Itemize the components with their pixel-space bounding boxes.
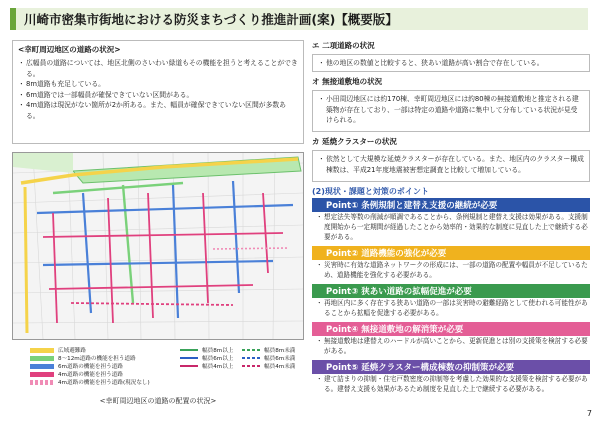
section-o-heading: オ 無接道敷地の状況	[312, 77, 383, 86]
list-item: ・ 8m道路も充足している。	[18, 79, 298, 90]
point-4-bar: Point④ 無接道敷地の解消策が必要	[312, 322, 590, 336]
legend-swatch	[180, 349, 198, 351]
list-item: ・ 他の地区の数値と比較すると、狭あい道路が高い割合で存在している。	[318, 58, 584, 69]
road-map	[12, 152, 304, 340]
point-3-bar: Point③ 狭あい道路の拡幅促進が必要	[312, 284, 590, 298]
legend-swatch	[242, 349, 260, 351]
section-o-box	[312, 90, 590, 132]
point-1-bar: Point① 条例規制と建替え支援の継続が必要	[312, 198, 590, 212]
legend-swatch	[242, 365, 260, 367]
point-2-bar: Point② 道路機能の強化が必要	[312, 246, 590, 260]
point-5-text: ・ 建て詰まりの抑制・住宅戸数密度の抑制等を考慮した効果的な支援策を検討する必要がある。建替え支援も効果があるため制度を見直した上で継続する必要がある。	[312, 375, 590, 395]
section-ka-heading: カ 延焼クラスターの状況	[312, 137, 397, 146]
list-item: ・ 4m道路は現況がない箇所が2か所ある。また、幅員が確保できていない区間が多数ある。	[18, 100, 298, 121]
section-ka-box	[312, 150, 590, 182]
legend-item: 幅員6m以上	[180, 354, 233, 362]
legend-swatch	[180, 365, 198, 367]
map-caption: <幸町周辺地区の道路の配置の状況>	[99, 397, 217, 405]
list-item: ・ 依然として大規模な延焼クラスターが存在している。また、地区内のクラスター構成棟数は、平成21年度地震被害想定調査と比較して増加している。	[318, 154, 584, 175]
list-item: ・ 広幅員の道路については、地区北側のさいわい緑道もその機能を担うと考えることができる。	[18, 58, 298, 79]
issues-heading: (2)現状・課題と対策のポイント	[312, 187, 429, 196]
list-item: ・ 6m道路では一部幅員が確保できていない区間がある。	[18, 90, 298, 101]
section-o	[312, 76, 590, 132]
legend-swatch	[30, 356, 54, 361]
page-number: 7	[586, 409, 592, 418]
road-status-heading: <幸町周辺地区の道路の状況>	[18, 45, 121, 54]
section-e-heading: エ 二項道路の状況	[312, 41, 375, 50]
legend-item: 幅員6m未満	[242, 354, 295, 362]
road-map-graphic	[13, 153, 303, 339]
title-bar	[10, 8, 588, 30]
right-column	[312, 40, 590, 410]
legend-swatch	[30, 348, 54, 353]
map-legend	[30, 346, 300, 392]
legend-item: 幅員8m以上	[180, 346, 233, 354]
road-status-box	[12, 40, 304, 144]
legend-swatch	[180, 357, 198, 359]
section-ka	[312, 136, 590, 182]
legend-item: 8～12m道路の機能を担う道路	[30, 354, 136, 362]
page-title: 川崎市密集市街地における防災まちづくり推進計画(案)【概要版】	[24, 12, 398, 27]
left-column	[12, 40, 304, 410]
point-3-text: ・ 再地区内に多く存在する狭あい道路の一部は災害時の避難経路として使われる可能性があることから拡幅を促進する必要がある。	[312, 299, 590, 319]
legend-item: 広域避難路	[30, 346, 86, 354]
point-4-text: ・ 無接道敷地は建替えのハードルが高いことから、更新促進とは別の支援策を検討する必要がある。	[312, 337, 590, 357]
legend-item: 4m道路の機能を担う道路	[30, 370, 123, 378]
legend-swatch	[30, 380, 54, 385]
road-status-list	[18, 58, 298, 121]
section-e	[312, 40, 590, 72]
legend-item: 幅員8m未満	[242, 346, 295, 354]
legend-swatch	[30, 372, 54, 377]
section-e-box	[312, 54, 590, 72]
legend-item: 幅員4m以上	[180, 362, 233, 370]
legend-item: 幅員4m未満	[242, 362, 295, 370]
point-5-bar: Point⑤ 延焼クラスター構成棟数の抑制策が必要	[312, 360, 590, 374]
legend-swatch	[30, 364, 54, 369]
list-item: ・ 小田周辺地区には約170棟、幸町周辺地区には約80棟の無接道敷地と推定される建築物が存在しており、一部は特定の道路や道路に集中して分布している状況が見受けられる。	[318, 94, 584, 126]
point-2-text: ・ 災害時に有効な道路ネットワークの形成には、一部の道路の配置や幅員が不足しているため、道路機能を強化する必要がある。	[312, 261, 590, 281]
point-1-text: ・ 想定法失等数の削減が順調であることから、条例規制と建替え支援は効果がある。支援制度開始から一定期間が経過したことから効率的・効果的な制度に見直した上で継続する必要がある。	[312, 213, 590, 242]
legend-item: 6m道路の機能を担う道路	[30, 362, 123, 370]
legend-item: 4m道路の機能を担う道路(現況なし)	[30, 378, 150, 386]
legend-swatch	[242, 357, 260, 359]
